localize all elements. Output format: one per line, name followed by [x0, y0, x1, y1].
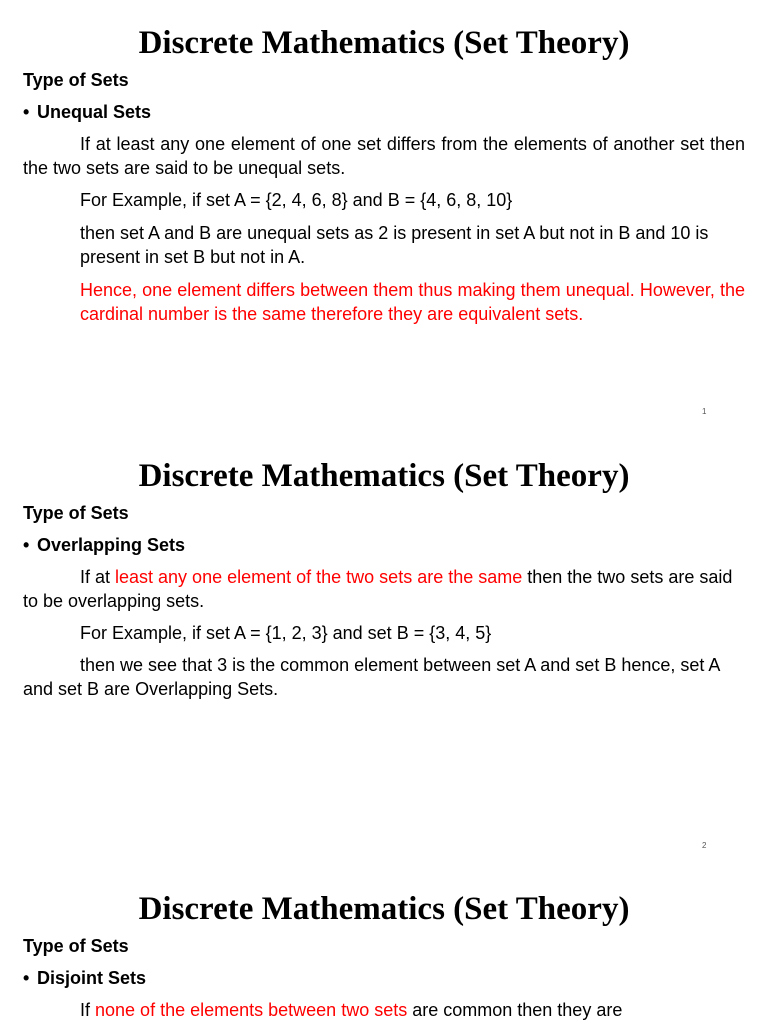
explanation-paragraph: then we see that 3 is the common element between set A and set B hence, set A and set B are Overlapping Sets. — [23, 655, 720, 699]
definition-text: then the two sets are said to be overlapping sets. — [23, 567, 733, 611]
bullet-heading-text: Disjoint Sets — [37, 968, 147, 988]
section-label: Type of Sets — [23, 936, 129, 956]
section-label: Type of Sets — [23, 70, 129, 90]
definition-paragraph — [23, 998, 745, 1022]
definition-text: are common then they are — [407, 1000, 623, 1020]
bullet-dot-icon: • — [23, 535, 30, 555]
slide-title: Discrete Mathematics (Set Theory) — [138, 891, 630, 927]
slide-2 — [0, 433, 768, 866]
bullet-heading — [23, 533, 185, 557]
definition-text: If at — [80, 567, 116, 587]
conclusion-paragraph: Hence, one element differs between them thus making them unequal. However, the cardinal number is the same therefore they are equivalent sets. — [80, 280, 745, 324]
bullet-heading — [23, 966, 146, 990]
explanation-paragraph: then set A and B are unequal sets as 2 is present in set A but not in B and 10 is present in set B but not in A. — [80, 223, 709, 267]
definition-text: If — [80, 1000, 96, 1020]
bullet-heading-text: Overlapping Sets — [37, 535, 186, 555]
slide-3 — [0, 866, 768, 1024]
slide-title: Discrete Mathematics (Set Theory) — [138, 25, 630, 61]
example-paragraph: For Example, if set A = {2, 4, 6, 8} and B = {4, 6, 8, 10} — [80, 190, 513, 210]
definition-highlight: least any one element of the two sets are the same — [115, 567, 523, 587]
page-number: 2 — [702, 841, 707, 850]
bullet-dot-icon: • — [23, 968, 30, 988]
definition-paragraph: If at least any one element of one set differs from the elements of another set then the two sets are said to be unequal sets. — [23, 134, 745, 178]
section-label: Type of Sets — [23, 503, 129, 523]
page-number: 1 — [702, 407, 707, 416]
slide-title: Discrete Mathematics (Set Theory) — [138, 458, 630, 494]
bullet-dot-icon: • — [23, 102, 30, 122]
definition-highlight: none of the elements between two sets — [95, 1000, 408, 1020]
slide-1 — [0, 0, 768, 433]
example-paragraph: For Example, if set A = {1, 2, 3} and set B = {3, 4, 5} — [80, 623, 492, 643]
bullet-heading — [23, 100, 151, 124]
definition-paragraph — [23, 565, 745, 613]
bullet-heading-text: Unequal Sets — [37, 102, 152, 122]
